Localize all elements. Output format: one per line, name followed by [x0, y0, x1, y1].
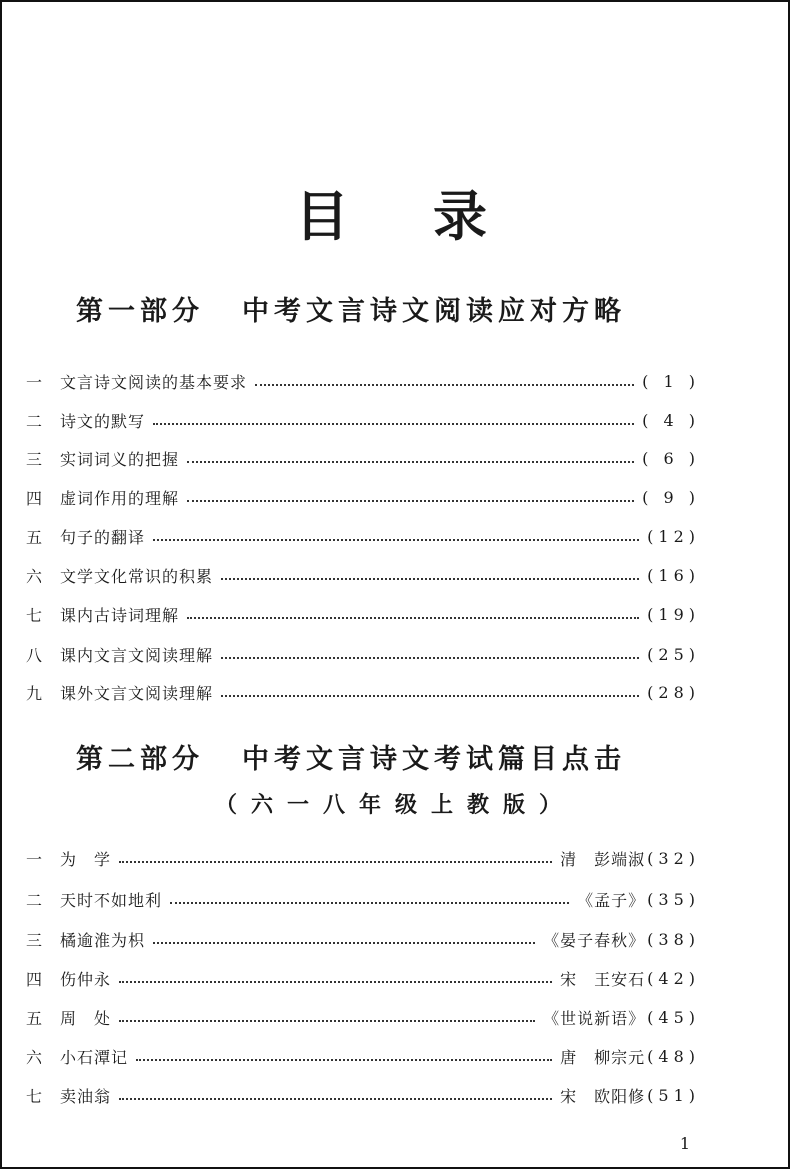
part2-heading: [76, 737, 626, 776]
toc-item-number: 四: [26, 969, 43, 989]
toc-item-number: 九: [26, 683, 43, 703]
toc-item-title: 卖油翁: [60, 1086, 112, 1106]
toc-item-title: 课外文言文阅读理解: [60, 683, 214, 703]
toc-item-title: 句子的翻译: [60, 527, 146, 547]
toc-item-page: (42): [647, 968, 700, 988]
toc-item-title: 小石潭记: [60, 1047, 129, 1067]
toc-item[interactable]: [26, 641, 700, 667]
leader-dots: [187, 498, 634, 502]
toc-item-author: 《晏子春秋》: [543, 930, 646, 950]
leader-dots: [170, 900, 569, 904]
toc-item-title: 伤仲永: [60, 969, 112, 989]
toc-item-number: 三: [26, 449, 43, 469]
toc-item-page: (48): [647, 1046, 700, 1066]
leader-dots: [119, 979, 552, 983]
part1-label: 第一部分: [76, 296, 204, 327]
toc-item[interactable]: [26, 926, 700, 952]
toc-item[interactable]: [26, 484, 700, 510]
toc-item-author: 唐 柳宗元: [560, 1047, 646, 1067]
leader-dots: [255, 382, 634, 386]
toc-item-author: 《世说新语》: [543, 1008, 646, 1028]
toc-item-title: 天时不如地利: [60, 890, 163, 910]
toc-item[interactable]: [26, 965, 700, 991]
toc-item-page: (12): [647, 526, 700, 546]
leader-dots: [221, 576, 639, 580]
toc-item[interactable]: [26, 407, 700, 433]
toc-item-number: 一: [26, 849, 43, 869]
toc-item-page: (25): [647, 644, 700, 664]
toc-item[interactable]: [26, 1004, 700, 1030]
toc-item-title: 文言诗文阅读的基本要求: [60, 372, 248, 392]
page-title: [2, 174, 788, 251]
toc-item-page: ( 1 ): [642, 371, 700, 391]
leader-dots: [153, 940, 535, 944]
toc-item-title: 虚词作用的理解: [60, 488, 180, 508]
toc-item-page: ( 6 ): [642, 448, 700, 468]
toc-item-number: 二: [26, 890, 43, 910]
toc-item-page: (51): [647, 1085, 700, 1105]
toc-item-title: 为 学: [60, 849, 112, 869]
leader-dots: [153, 421, 634, 425]
toc-item-number: 五: [26, 1008, 43, 1028]
toc-item[interactable]: [26, 1082, 700, 1108]
toc-item-title: 实词词义的把握: [60, 449, 180, 469]
leader-dots: [221, 655, 639, 659]
toc-item-title: 橘逾淮为枳: [60, 930, 146, 950]
leader-dots: [119, 859, 552, 863]
toc-item-title: 课内古诗词理解: [60, 605, 180, 625]
part2-subheading: （六一八年级上教版）: [214, 793, 575, 818]
toc-item-page: ( 9 ): [642, 487, 700, 507]
toc-item-page: ( 4 ): [642, 410, 700, 430]
toc-item-page: (38): [647, 929, 700, 949]
toc-item-number: 四: [26, 488, 43, 508]
toc-item-title: 文学文化常识的积累: [60, 566, 214, 586]
toc-item-page: (35): [647, 889, 700, 909]
toc-item-page: (19): [647, 604, 700, 624]
toc-item[interactable]: [26, 886, 700, 912]
toc-item-title: 诗文的默写: [60, 411, 146, 431]
part2-label: 第二部分: [76, 744, 204, 775]
toc-item[interactable]: [26, 523, 700, 549]
toc-item-title: 课内文言文阅读理解: [60, 645, 214, 665]
toc-item[interactable]: [26, 562, 700, 588]
toc-item-number: 七: [26, 1086, 43, 1106]
toc-item-author: 《孟子》: [577, 890, 646, 910]
page-number: 1: [679, 1134, 690, 1153]
toc-item[interactable]: [26, 368, 700, 394]
title-char-2: 录: [433, 185, 495, 248]
toc-item[interactable]: [26, 845, 700, 871]
part1-title: 中考文言诗文阅读应对方略: [242, 296, 626, 327]
toc-item-page: (32): [647, 848, 700, 868]
toc-item-author: 清 彭端淑: [560, 849, 646, 869]
toc-item-page: (45): [647, 1007, 700, 1027]
toc-item-number: 五: [26, 527, 43, 547]
toc-item-number: 六: [26, 566, 43, 586]
part2-title: 中考文言诗文考试篇目点击: [242, 744, 626, 775]
toc-item[interactable]: [26, 445, 700, 471]
toc-item[interactable]: [26, 601, 700, 627]
toc-item-author: 宋 王安石: [560, 969, 646, 989]
leader-dots: [136, 1057, 552, 1061]
toc-item-number: 六: [26, 1047, 43, 1067]
toc-item-author: 宋 欧阳修: [560, 1086, 646, 1106]
leader-dots: [119, 1018, 535, 1022]
leader-dots: [119, 1096, 552, 1100]
toc-item-page: (28): [647, 682, 700, 702]
toc-item[interactable]: [26, 1043, 700, 1069]
part1-heading: [76, 289, 626, 328]
toc-item-title: 周 处: [60, 1008, 112, 1028]
title-char-1: 目: [295, 185, 357, 248]
toc-item-number: 二: [26, 411, 43, 431]
toc-item-number: 一: [26, 372, 43, 392]
leader-dots: [153, 537, 639, 541]
leader-dots: [221, 693, 639, 697]
leader-dots: [187, 459, 634, 463]
toc-item-number: 八: [26, 645, 43, 665]
toc-item[interactable]: [26, 679, 700, 705]
leader-dots: [187, 615, 639, 619]
toc-item-number: 三: [26, 930, 43, 950]
toc-item-page: (16): [647, 565, 700, 585]
toc-item-number: 七: [26, 605, 43, 625]
